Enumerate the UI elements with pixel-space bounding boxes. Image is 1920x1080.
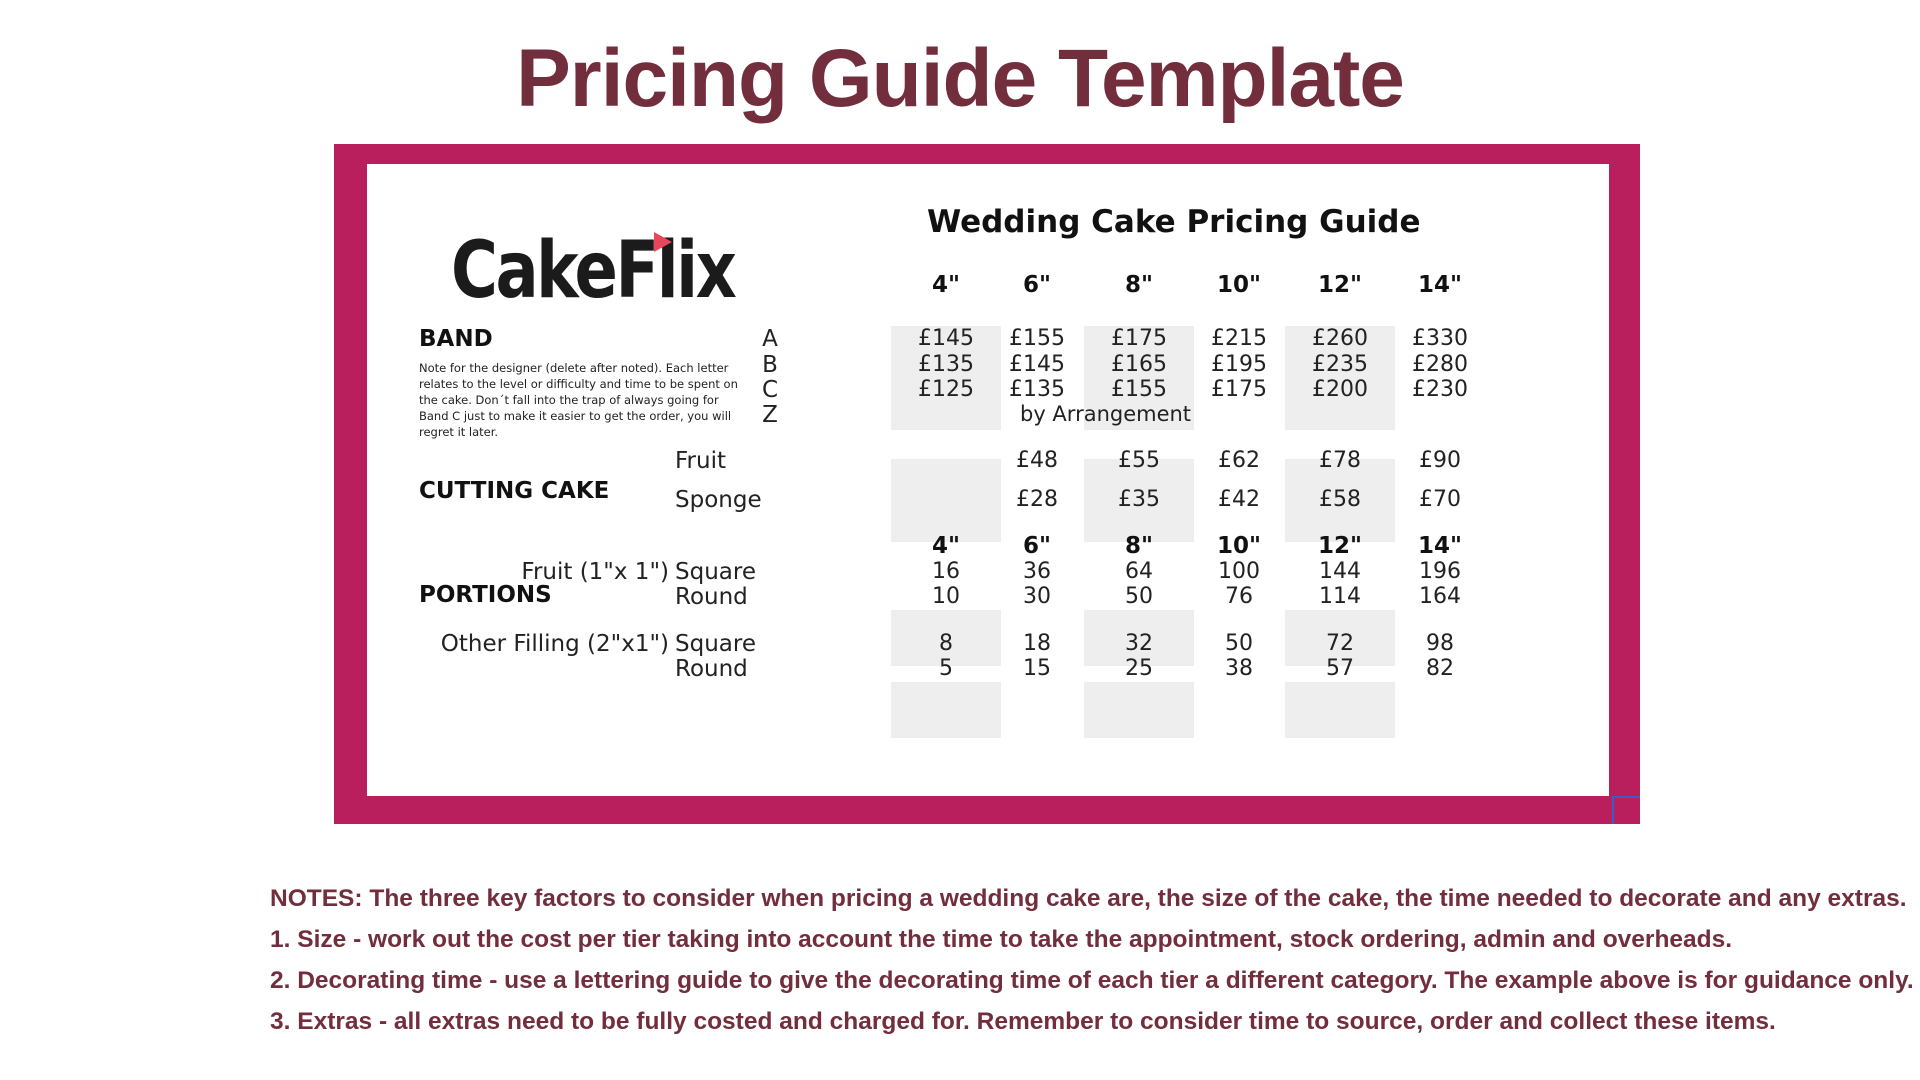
portion-count-cell: 164: [1419, 584, 1461, 609]
portion-count-cell: 98: [1426, 631, 1454, 656]
portions-shade-filling: [1285, 682, 1395, 738]
cutting-price-cell: £90: [1419, 448, 1461, 473]
band-price-cell: £230: [1412, 377, 1468, 402]
portion-group-label: Other Filling (2"x1"): [440, 631, 669, 657]
portion-count-cell: 196: [1419, 559, 1461, 584]
portion-count-cell: 50: [1225, 631, 1253, 656]
cutting-price-cell: £78: [1319, 448, 1361, 473]
size-header: 4": [932, 272, 960, 298]
portion-count-cell: 18: [1023, 631, 1051, 656]
portion-count-cell: 114: [1319, 584, 1361, 609]
band-price-cell: £135: [918, 352, 974, 377]
portion-count-cell: 100: [1218, 559, 1260, 584]
size-header: 10": [1217, 272, 1261, 298]
portion-count-cell: 36: [1023, 559, 1051, 584]
portion-shape-label: Square: [675, 631, 756, 657]
portions-size-header: 8": [1125, 533, 1153, 559]
portion-count-cell: 64: [1125, 559, 1153, 584]
portions-size-header: 10": [1217, 533, 1261, 559]
cutting-price-cell: £55: [1118, 448, 1160, 473]
band-price-cell: £260: [1312, 326, 1368, 351]
portions-size-header: 6": [1023, 533, 1051, 559]
band-price-cell: £215: [1211, 326, 1267, 351]
cutting-label: Fruit: [675, 448, 726, 474]
portion-shape-label: Round: [675, 584, 748, 610]
notes-block: [270, 878, 1914, 1042]
band-price-cell: £175: [1111, 326, 1167, 351]
cutting-price-cell: £42: [1218, 487, 1260, 512]
cutting-price-cell: £58: [1319, 487, 1361, 512]
portions-shade-filling: [891, 682, 1001, 738]
cutting-label: Sponge: [675, 487, 762, 513]
portions-shade-filling: [1084, 682, 1194, 738]
cutting-price-cell: £48: [1016, 448, 1058, 473]
portion-shape-label: Round: [675, 656, 748, 682]
band-letter: C: [761, 377, 779, 403]
cutting-price-cell: £35: [1118, 487, 1160, 512]
portion-count-cell: 72: [1326, 631, 1354, 656]
size-header: 14": [1418, 272, 1462, 298]
band-price-cell: £280: [1412, 352, 1468, 377]
portion-count-cell: 8: [939, 631, 953, 656]
cutting-cake-heading: CUTTING CAKE: [419, 478, 610, 504]
card-title: Wedding Cake Pricing Guide: [927, 204, 1421, 240]
portions-size-header: 14": [1418, 533, 1462, 559]
band-letter: A: [762, 326, 778, 352]
cutting-price-cell: £62: [1218, 448, 1260, 473]
portion-count-cell: 57: [1326, 656, 1354, 681]
band-price-cell: £175: [1211, 377, 1267, 402]
portion-count-cell: 50: [1125, 584, 1153, 609]
portion-shape-label: Square: [675, 559, 756, 585]
notes-intro: NOTES: The three key factors to consider when pricing a wedding cake are, the size of the cake, the time needed to decorate and any extras.: [270, 885, 1907, 912]
pricing-guide-card: [367, 164, 1609, 796]
portions-size-header: 12": [1318, 533, 1362, 559]
band-price-cell: £155: [1111, 377, 1167, 402]
band-heading: BAND: [419, 326, 493, 352]
portion-count-cell: 25: [1125, 656, 1153, 681]
size-header: 12": [1318, 272, 1362, 298]
band-price-cell: £155: [1009, 326, 1065, 351]
selection-handle: [1612, 796, 1640, 824]
cutting-price-cell: £28: [1016, 487, 1058, 512]
notes-item-extras: 3. Extras - all extras need to be fully costed and charged for. Remember to consider time to source, order and collect these items.: [270, 1008, 1776, 1035]
band-letter: B: [762, 352, 778, 378]
cutting-price-cell: £70: [1419, 487, 1461, 512]
band-price-cell: £135: [1009, 377, 1065, 402]
band-price-cell: £145: [1009, 352, 1065, 377]
band-letter: Z: [762, 402, 778, 428]
designer-note: Note for the designer (delete after noted). Each letter relates to the level or difficulty and time to be spent on the cake. Don´t fall into the trap of always going for Band C just to make it easier to get the order, you will regret it later.: [419, 361, 738, 439]
size-header: 8": [1125, 272, 1153, 298]
by-arrangement-text: by Arrangement: [1020, 402, 1192, 426]
portion-count-cell: 76: [1225, 584, 1253, 609]
band-price-cell: £165: [1111, 352, 1167, 377]
band-price-cell: £125: [918, 377, 974, 402]
portion-count-cell: 82: [1426, 656, 1454, 681]
pricing-guide-frame: [334, 144, 1640, 824]
portion-count-cell: 32: [1125, 631, 1153, 656]
portions-size-header: 4": [932, 533, 960, 559]
page-title: Pricing Guide Template: [516, 33, 1404, 124]
portion-count-cell: 144: [1319, 559, 1361, 584]
size-header: 6": [1023, 272, 1051, 298]
portion-count-cell: 15: [1023, 656, 1051, 681]
band-price-cell: £330: [1412, 326, 1468, 351]
cakeflix-logo: CakeFlix: [451, 226, 735, 316]
portion-count-cell: 10: [932, 584, 960, 609]
band-price-cell: £235: [1312, 352, 1368, 377]
portion-group-label: Fruit (1"x 1"): [521, 559, 669, 585]
portion-count-cell: 5: [939, 656, 953, 681]
band-price-cell: £195: [1211, 352, 1267, 377]
portion-count-cell: 38: [1225, 656, 1253, 681]
portion-count-cell: 16: [932, 559, 960, 584]
portion-count-cell: 30: [1023, 584, 1051, 609]
portions-heading: PORTIONS: [419, 582, 552, 608]
play-icon: [654, 232, 672, 252]
notes-item-size: 1. Size - work out the cost per tier taking into account the time to take the appointment, stock ordering, admin and overheads.: [270, 926, 1733, 953]
cutting-shade-fruit: [891, 459, 1001, 503]
band-price-cell: £200: [1312, 377, 1368, 402]
notes-item-decorating: 2. Decorating time - use a lettering guide to give the decorating time of each tier a different category. The example above is for guidance only.: [270, 967, 1914, 994]
band-price-cell: £145: [918, 326, 974, 351]
